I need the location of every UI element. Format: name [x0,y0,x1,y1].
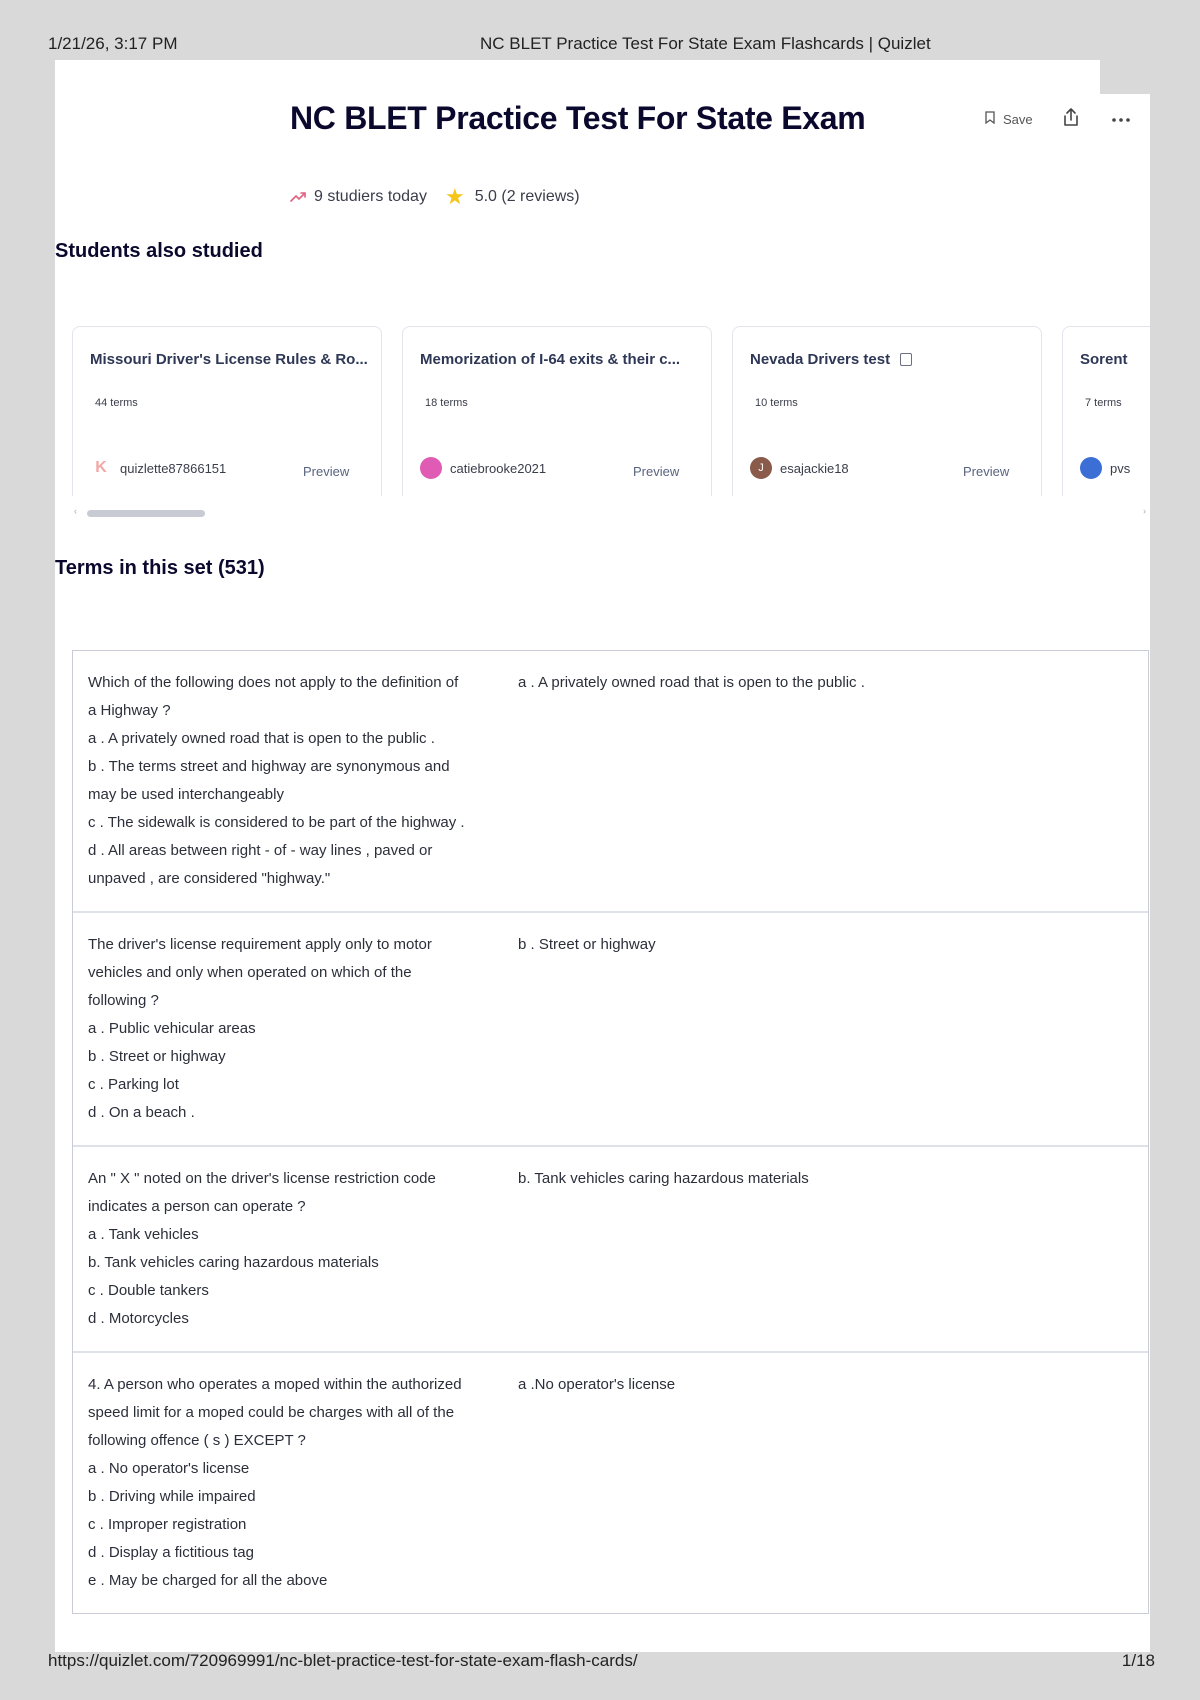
author-name: catiebrooke2021 [450,460,547,476]
term-question-line: d . On a beach . [88,1104,195,1121]
term-row[interactable] [73,1351,1148,1613]
terms-heading: Terms in this set (531) [55,557,265,579]
trending-icon [290,189,306,206]
save-label: Save [1003,111,1033,127]
term-question-line: d . Display a fictitious tag [88,1544,254,1561]
card-title[interactable]: Nevada Drivers test [750,351,912,368]
term-question-line: may be used interchangeably [88,786,284,803]
rating-text[interactable]: 5.0 (2 reviews) [474,188,580,205]
preview-button[interactable]: Preview [303,464,350,479]
card-author[interactable] [420,457,546,479]
preview-button[interactable]: Preview [963,464,1010,479]
term-question [73,651,518,911]
print-doc-title: NC BLET Practice Test For State Exam Flashcards | Quizlet [480,34,931,53]
term-question [73,1147,518,1351]
scroll-right-icon[interactable]: › [1143,506,1146,516]
author-name: quizlette87866151 [120,460,227,476]
term-answer: b. Tank vehicles caring hazardous materials [518,1170,809,1187]
related-set-card[interactable] [1062,326,1150,496]
related-set-card[interactable] [732,326,1042,496]
term-question-line: a Highway ? [88,702,171,719]
card-terms-count: 10 terms [755,397,798,409]
term-question-line: b . The terms street and highway are synonymous and [88,758,450,775]
term-question-line: unpaved , are considered "highway." [88,870,331,887]
share-icon [1062,107,1080,132]
avatar [1080,457,1102,479]
term-row[interactable] [73,651,1148,911]
studiers-count: 9 studiers today [314,188,427,205]
author-name: pvs [1110,460,1131,476]
save-button[interactable] [985,111,1033,127]
related-set-card[interactable] [72,326,382,496]
page-title: NC BLET Practice Test For State Exam [290,100,866,136]
print-page-number: 1/18 [1121,1651,1155,1670]
avatar: J [750,457,772,479]
more-options-button[interactable] [1109,107,1133,131]
more-horizontal-icon [1111,110,1131,128]
term-question [73,913,518,1145]
card-author[interactable] [1080,457,1130,479]
card-title[interactable]: Memorization of I-64 exits & their c... [420,351,681,368]
term-question-line: vehicles and only when operated on which of the [88,964,412,981]
term-question-line: d . Motorcycles [88,1310,189,1327]
term-question-line: a . A privately owned road that is open to the public . [88,730,435,747]
print-url: https://quizlet.com/720969991/nc-blet-practice-test-for-state-exam-flash-cards/ [48,1651,638,1670]
related-set-card[interactable] [402,326,712,496]
set-meta [290,184,580,209]
card-terms-count: 7 terms [1085,397,1122,409]
avatar [420,457,442,479]
page-corner [1100,60,1150,94]
related-sets-carousel [72,326,1150,496]
document-icon [900,353,912,366]
term-question [73,1353,518,1613]
card-title[interactable]: Missouri Driver's License Rules & Ro... [90,351,368,368]
print-header [0,0,1200,60]
card-title[interactable]: Sorent [1080,351,1128,368]
term-question-line: b . Street or highway [88,1048,226,1065]
star-icon: ★ [444,184,465,209]
share-button[interactable] [1059,107,1083,131]
term-question-line: The driver's license requirement apply only to motor [88,936,432,953]
term-question-line: c . Double tankers [88,1282,209,1299]
term-question-line: a . No operator's license [88,1460,250,1477]
avatar: K [90,457,112,479]
term-question-line: a . Tank vehicles [88,1226,199,1243]
term-row[interactable] [73,911,1148,1145]
term-question-line: c . The sidewalk is considered to be part of the highway . [88,814,465,831]
scroll-thumb[interactable] [87,510,205,517]
scroll-left-icon[interactable]: ‹ [74,506,77,516]
page-content [55,60,1150,1652]
term-question-line: speed limit for a moped could be charges with all of the [88,1404,455,1421]
term-question-line: e . May be charged for all the above [88,1572,328,1589]
bookmark-icon [985,111,995,127]
term-question-line: following ? [88,992,159,1009]
card-terms-count: 44 terms [95,397,138,409]
card-author[interactable] [90,457,226,479]
term-question-line: b. Tank vehicles caring hazardous materials [88,1254,379,1271]
term-question-line: a . Public vehicular areas [88,1020,256,1037]
card-terms-count: 18 terms [425,397,468,409]
carousel-scrollbar[interactable] [72,506,1150,518]
term-question-line: indicates a person can operate ? [88,1198,306,1215]
card-author[interactable] [750,457,849,479]
related-sets-heading: Students also studied [55,240,263,262]
preview-button[interactable]: Preview [633,464,680,479]
term-answer: b . Street or highway [518,936,656,953]
term-question-line: Which of the following does not apply to the definition of [88,674,459,691]
print-footer [0,1650,1200,1690]
term-question-line: following offence ( s ) EXCEPT ? [88,1432,306,1449]
term-question-line: b . Driving while impaired [88,1488,256,1505]
term-answer: a .No operator's license [518,1376,676,1393]
term-question-line: c . Improper registration [88,1516,247,1533]
set-actions [985,104,1133,134]
term-question-line: 4. A person who operates a moped within the authorized [88,1376,462,1393]
terms-list [72,650,1149,1614]
term-question-line: An " X " noted on the driver's license restriction code [88,1170,436,1187]
author-name: esajackie18 [780,460,849,476]
term-question-line: d . All areas between right - of - way lines , paved or [88,842,433,859]
print-datetime: 1/21/26, 3:17 PM [48,34,178,53]
term-answer: a . A privately owned road that is open to the public . [518,674,865,691]
term-question-line: c . Parking lot [88,1076,179,1093]
term-row[interactable] [73,1145,1148,1351]
